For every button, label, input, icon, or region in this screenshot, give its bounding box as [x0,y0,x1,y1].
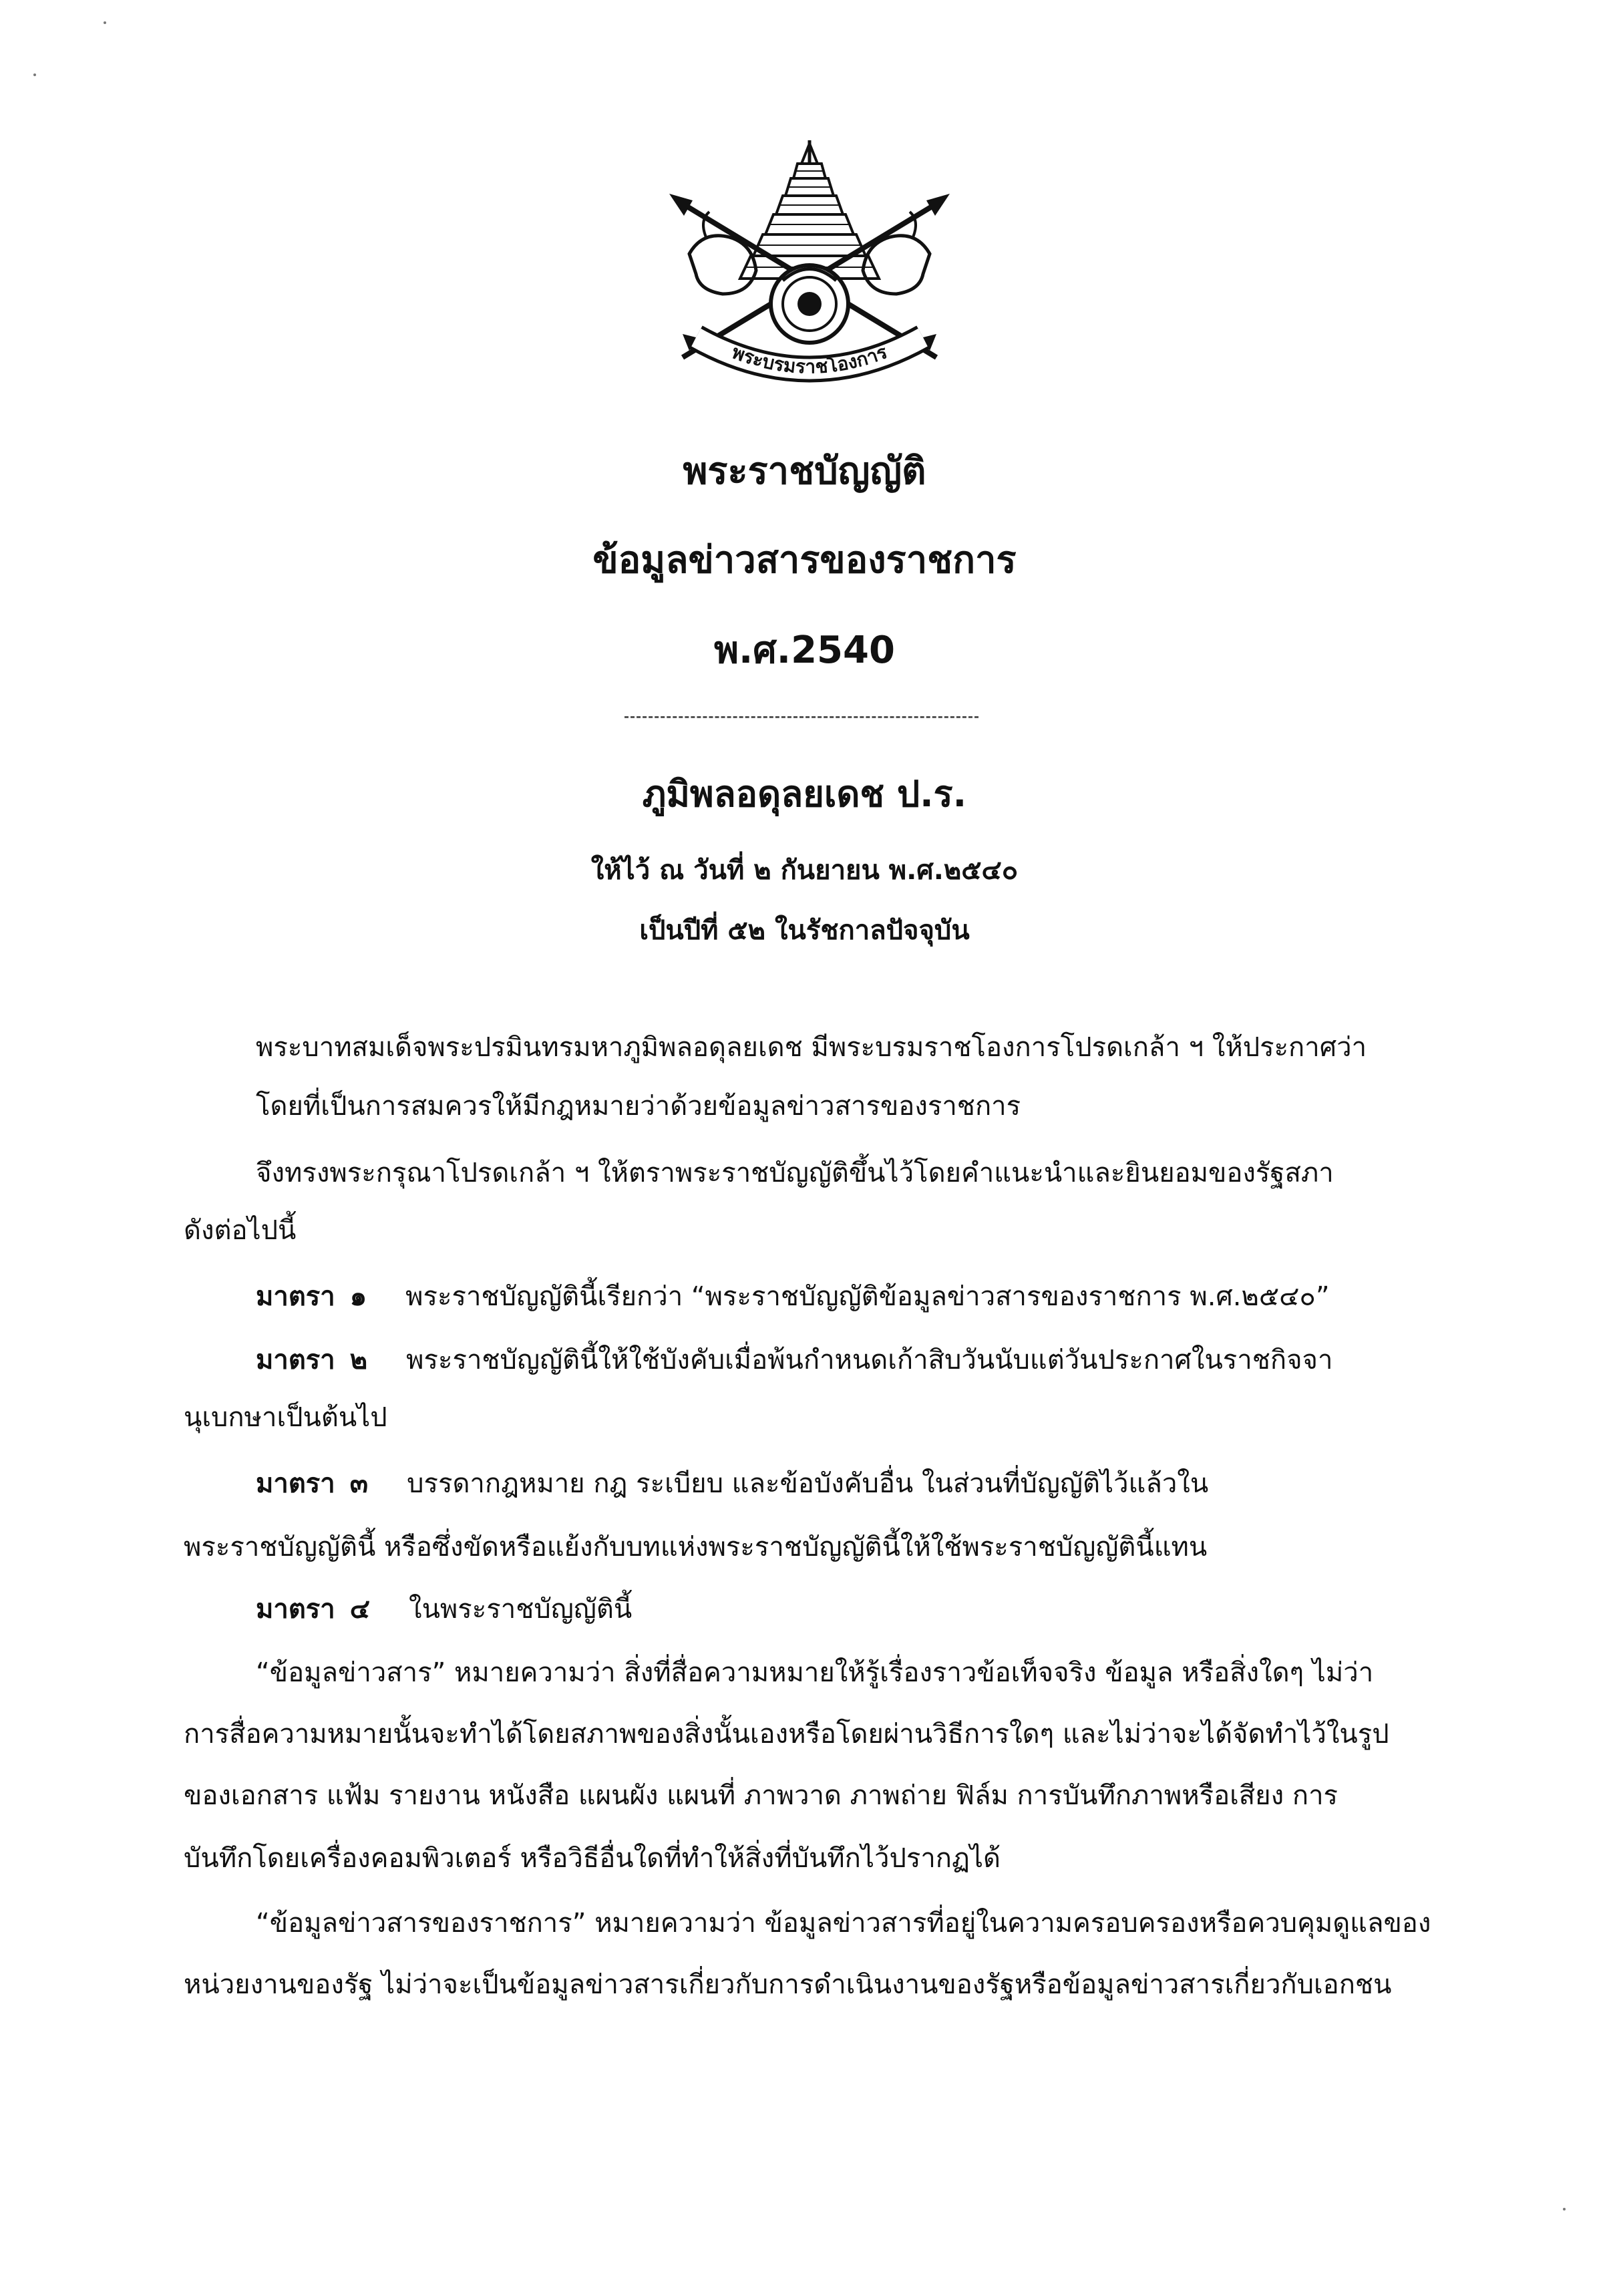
section-text: พระราชบัญญัตินี้เรียกว่า “พระราชบัญญัติข้อมูลข่าวสารของราชการ พ.ศ.๒๕๔๐” [405,1281,1330,1312]
section-3 [256,1466,1208,1501]
royal-seal-emblem-icon [643,137,976,394]
section-2 [256,1343,1332,1377]
definition-line: การสื่อความหมายนั้นจะทำได้โดยสภาพของสิ่งนั้นเองหรือโดยผ่านวิธีการใดๆ และไม่ว่าจะได้จัดทำไว้ในรูป [184,1719,1389,1750]
seal-ribbon-text: พระบรมราชโองการ [729,341,890,378]
section-text: บรรดากฎหมาย กฎ ระเบียบ และข้อบังคับอื่น ในส่วนที่บัญญัติไว้แล้วใน [407,1468,1209,1499]
section-text: นุเบกษาเป็นต้นไป [184,1402,387,1433]
scan-speck [104,21,106,24]
act-subject: ข้อมูลข่าวสารของราชการ [592,538,1017,582]
scan-speck [33,73,36,76]
given-date: ให้ไว้ ณ วันที่ ๒ กันยายน พ.ศ.๒๕๔๐ [590,855,1019,886]
preamble-line: จึงทรงพระกรุณาโปรดเกล้า ฯ ให้ตราพระราชบัญญัติขึ้นไว้โดยคำแนะนำและยินยอมของรัฐสภา [256,1158,1334,1188]
act-title: พระราชบัญญัติ [683,450,926,493]
act-year: พ.ศ.2540 [714,629,895,672]
section-label: มาตรา ๓ [256,1468,369,1499]
section-text: ในพระราชบัญญัตินี้ [409,1594,633,1625]
section-label: มาตรา ๑ [256,1281,367,1312]
section-text: พระราชบัญญัตินี้ให้ใช้บังคับเมื่อพ้นกำหนดเก้าสิบวันนับแต่วันประกาศในราชกิจจา [406,1345,1333,1375]
definition-line: บันทึกโดยเครื่องคอมพิวเตอร์ หรือวิธีอื่นใดที่ทำให้สิ่งที่บันทึกไว้ปรากฏได้ [184,1843,1001,1874]
section-4 [256,1592,632,1627]
reign-year: เป็นปีที่ ๕๒ ในรัชกาลปัจจุบัน [639,915,970,946]
preamble-line: ดังต่อไปนี้ [184,1215,297,1246]
title-divider [624,716,978,718]
section-1 [256,1279,1330,1314]
definition-line: “ข้อมูลข่าวสารของราชการ” หมายความว่า ข้อมูลข่าวสารที่อยู่ในความครอบครองหรือควบคุมดูแลของ [256,1908,1431,1939]
preamble-line: โดยที่เป็นการสมควรให้มีกฎหมายว่าด้วยข้อมูลข่าวสารของราชการ [256,1091,1021,1122]
section-label: มาตรา ๒ [256,1345,368,1375]
scan-speck [1563,2208,1566,2210]
preamble-line: พระบาทสมเด็จพระปรมินทรมหาภูมิพลอดุลยเดช มีพระบรมราชโองการโปรดเกล้า ฯ ให้ประกาศว่า [256,1032,1367,1063]
royal-signature: ภูมิพลอดุลยเดช ป.ร. [642,773,967,815]
section-label: มาตรา ๔ [256,1594,371,1625]
definition-line: ของเอกสาร แฟ้ม รายงาน หนังสือ แผนผัง แผนที่ ภาพวาด ภาพถ่าย ฟิล์ม การบันทึกภาพหรือเสียง การ [184,1780,1338,1811]
definition-line: “ข้อมูลข่าวสาร” หมายความว่า สิ่งที่สื่อความหมายให้รู้เรื่องราวข้อเท็จจริง ข้อมูล หรือสิ่งใดๆ ไม่ว่า [256,1657,1374,1688]
definition-line: หน่วยงานของรัฐ ไม่ว่าจะเป็นข้อมูลข่าวสารเกี่ยวกับการดำเนินงานของรัฐหรือข้อมูลข่าวสารเกี่ยวกับเอกชน [184,1969,1392,2000]
section-text: พระราชบัญญัตินี้ หรือซึ่งขัดหรือแย้งกับบทแห่งพระราชบัญญัตินี้ให้ใช้พระราชบัญญัตินี้แทน [184,1532,1208,1563]
